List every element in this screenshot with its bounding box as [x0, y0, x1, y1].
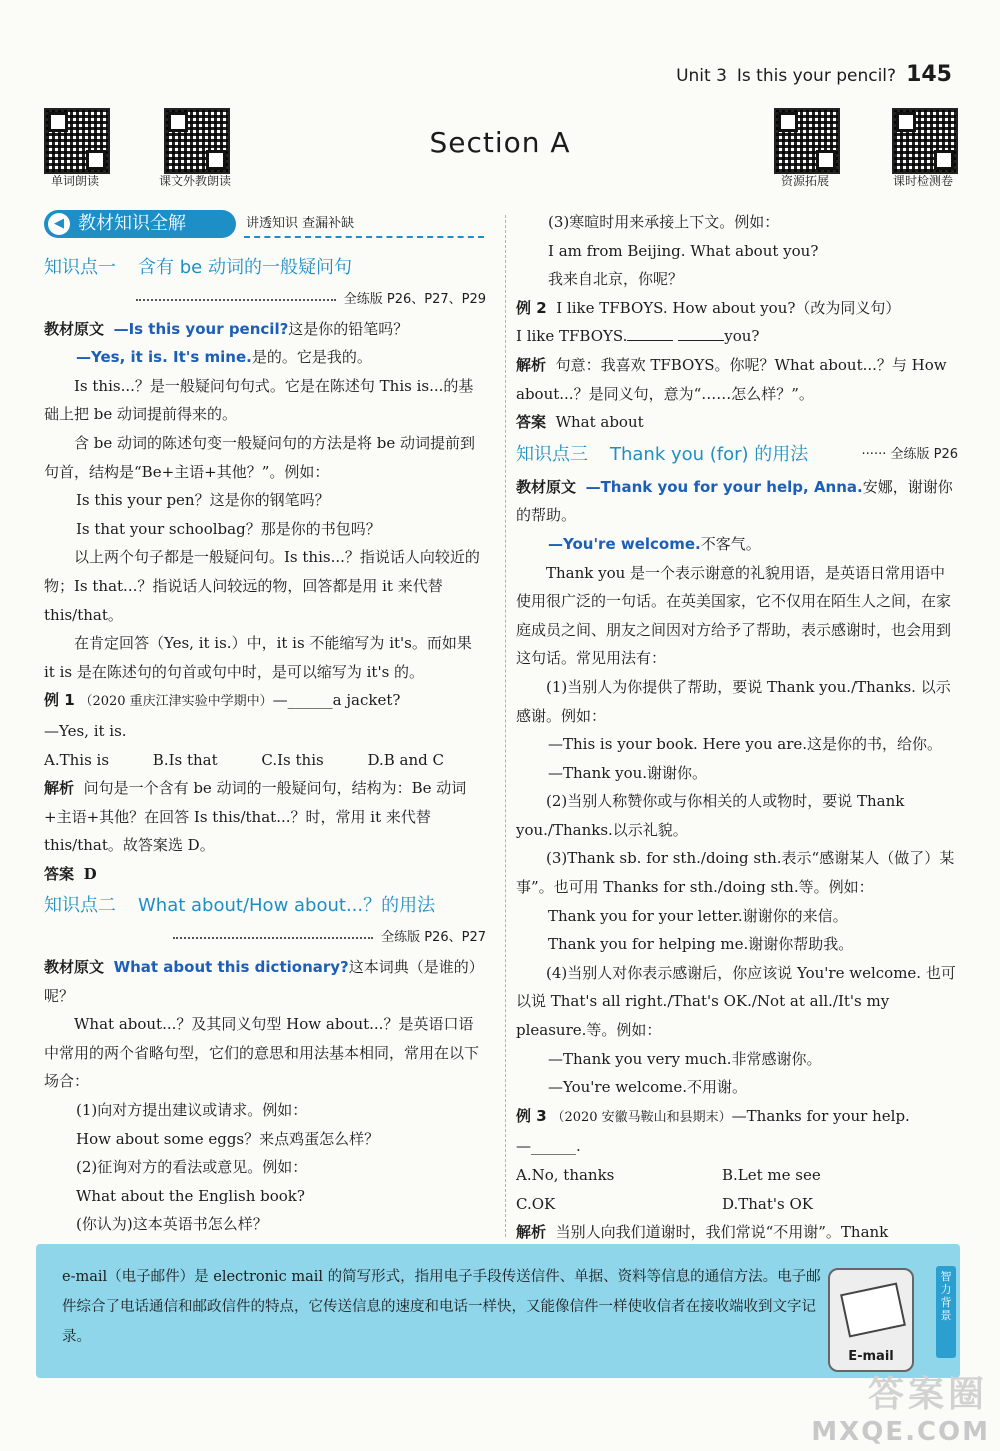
qr-label: 单词朗读 [50, 174, 99, 188]
options-row: A.This is B.Is that C.Is this D.B and C [44, 750, 444, 769]
paragraph: 以上两个句子都是一般疑问句。Is this...？指说话人向较近的物；Is that...？指说话人问较远的物，回答都是用 it 来代替 this/that。 [44, 548, 480, 624]
example-label: 例 2 [516, 298, 547, 317]
knowledge-point-heading [44, 250, 486, 286]
qr-label: 资源拓展 [780, 174, 829, 188]
column-divider [505, 215, 506, 1237]
paragraph: Is this...？是一般疑问句句式。它是在陈述句 This is...的基础上把 be 动词提前得来的。 [44, 376, 474, 424]
left-column: 知识点一 含有 be 动词的一般疑问句 全练版 P26、P27、P29 教材原文 —Is this your pencil?这是你的铅笔吗？ —Yes, it is. It's mine.是的。它是我的。 Is this...？是一般疑问句句式。它是在陈述句 This is...的基础上把 be 动词提前得来的。 含 be 动词的陈述句变一般疑问句的方法是将 be 动词提前到句首，结构是“Be+主语+其他？”。例如： Is this your pen？这是你的钢笔吗？ Is that your schoolbag？那是你的书包吗？ 以上两个句子都是一般疑问句。Is this...？指说话人向较近的物；Is that...？指说话人问较远的物，回答都是用 it 来代替 this/that。 在肯定回答（Yes, it is.）中，it is 不能缩写为 it's。而如果 it is 是在陈述句的句首或句中时，是可以缩写为 it's 的。 例 1 （2020 重庆江津实验中学期中）—______a jacket? —Yes, it is. A.This is B.Is that C.Is this D.B and C 解析 问句是一个含有 be 动词的一般疑问句，结构为：Be 动词+主语+其他？在回答 Is this/that...？时，常用 it 来代替 this/that。故答案选 D。 答案 D 知识点二 What about/How about...？的用法 全练版 P26、P27 教材原文 What about this dictionary?这本词典（是谁的）呢？ What about...？及其同义句型 How about...？是英语口语中常用的两个省略句型，它们的意思和用法基本相同，常用在以下场合： (1)向对方提出建议或请求。例如： How about some eggs？来点鸡蛋怎么样？ (2)征询对方的看法或意见。例如： What about the English book? (你认为)这本英语书怎么样？ [44, 250, 486, 1239]
paragraph: Thank you 是一个表示谢意的礼貌用语，是英语日常用语中使用很广泛的一句话。在英美国家，它不仅用在陌生人之间，在家庭成员之间、朋友之间因对方给予了帮助，表示感谢时，也会用到这句话。常见用法有： [516, 563, 952, 668]
qr-label: 课文外教朗读 [158, 174, 231, 188]
right-column: (3)寒暄时用来承接上下文。例如： I am from Beijing. What about you? 我来自北京，你呢？ 例 2 I like TFBOYS. How about you?（改为同义句） I like TFBOYS. you? 解析 句意：我喜欢 TFBOYS。你呢？What about...？与 How about...？是同义句，意为“……怎么样？”。 答案 What about 知识点三 Thank you (for) 的用法 ······ 全练版 P26 教材原文 —Thank you for your help, Anna.安娜，谢谢你的帮助。 —You're welcome.不客气。 Thank you 是一个表示谢意的礼貌用语，是英语日常用语中使用很广泛的一句话。在英美国家，它不仅用在陌生人之间，在家庭成员之间、朋友之间因对方给予了帮助，表示感谢时，也会用到这句话。常见用法有： (1)当别人为你提供了帮助，要说 Thank you./Thanks. 以示感谢。例如： —This is your book. Here you are.这是你的书，给你。 —Thank you.谢谢你。 (2)当别人称赞你或与你相关的人或物时，要说 Thank you./Thanks.以示礼貌。 (3)Thank sb. for sth./doing sth.表示“感谢某人（做了）某事”。也可用 Thanks for sth./doing sth.等。例如： Thank you for your letter.谢谢你的来信。 Thank you for helping me.谢谢你帮助我。 (4)当别人对你表示感谢后，你应该说 You're welcome. 也可以说 That's all right./That's OK./Not at all./It's my pleasure.等。例如： —Thank you very much.非常感谢你。 —You're welcome.不用谢。 例 3 （2020 安徽马鞍山和县期末）—Thanks for your help. —______. A.No, thanks B.Let me see C.OK D.That's OK 解析 当别人向我们道谢时，我们常说“不用谢”。Thank [516, 213, 958, 1242]
banner-subtitle: 讲透知识 查漏补缺 [246, 216, 355, 231]
background-info-box [36, 1244, 960, 1378]
answer-blank[interactable] [678, 326, 724, 341]
knowledge-point-heading: 知识点三 Thank you (for) 的用法 ······ 全练版 P26 [516, 443, 958, 465]
paragraph: What about...？及其同义句型 How about...？是英语口语中常用的两个省略句型，它们的意思和用法基本相同，常用在以下场合： [44, 1015, 480, 1091]
kp-tag: 知识点一 [44, 257, 116, 278]
reference-line: 全练版 P26、P27 [44, 924, 486, 953]
answer-blank[interactable] [627, 326, 673, 341]
side-tag: 智力背景 [936, 1266, 956, 1358]
section-title: Section A [429, 126, 571, 159]
speaker-icon: ◀ [48, 213, 70, 235]
banner-pill [44, 210, 236, 238]
answer-label: 答案 [44, 864, 75, 883]
options-row: A.No, thanks B.Let me see [516, 1166, 821, 1184]
watermark-logo: 答案圈 [867, 1374, 988, 1415]
paragraph: (2)当别人称赞你或与你相关的人或物时，要说 Thank you./Thanks.以示礼貌。 [516, 792, 905, 839]
example-line: —Yes, it is. [44, 721, 127, 740]
label: 教材原文 [44, 319, 105, 338]
kp-title: 含有 be 动词的一般疑问句 [138, 257, 352, 278]
envelope-icon [840, 1282, 906, 1337]
example-label: 例 1 [44, 691, 75, 710]
analysis-label: 解析 [44, 779, 75, 798]
email-icon: E-mail [828, 1268, 914, 1372]
unit-label: Unit 3 [676, 66, 727, 86]
reference-line: 全练版 P26、P27、P29 [44, 286, 486, 315]
options-row: C.OK D.That's OK [516, 1194, 813, 1213]
info-text: e-mail（电子邮件）是 electronic mail 的简写形式，指用电子手段传送信件、单据、资料等信息的通信方法。电子邮件综合了电话通信和邮政信件的特点，它传送信息的速度和电话一样快，又能像信件一样使收信者在接收端收到文字记录。 [62, 1269, 821, 1345]
running-header [676, 62, 952, 87]
knowledge-point-heading: 知识点二 What about/How about...？的用法 [44, 895, 436, 917]
paragraph: (3)Thank sb. for sth./doing sth.表示“感谢某人（做了）某事”。也可用 Thanks for sth./doing sth.等。例如： [516, 849, 955, 897]
banner-title: 教材知识全解 [78, 213, 186, 234]
watermark-url: MXQE.COM [811, 1417, 990, 1447]
page-number: 145 [906, 62, 952, 87]
example-line: Is this your pen？这是你的钢笔吗？ [76, 491, 330, 510]
unit-title: Is this your pencil? [736, 66, 897, 86]
section-banner [44, 210, 484, 240]
divider [244, 236, 484, 238]
example-line: Is that your schoolbag？那是你的书包吗？ [76, 519, 381, 538]
paragraph: (4)当别人对你表示感谢后，你应该说 You're welcome. 也可以说 That's all right./That's OK./Not at all./It's my pleasure.等。例如： [516, 963, 956, 1040]
paragraph: 含 be 动词的陈述句变一般疑问句的方法是将 be 动词提前到句首，结构是“Be+主语+其他？”。例如： [44, 433, 476, 481]
paragraph: 在肯定回答（Yes, it is.）中，it is 不能缩写为 it's。而如果 it is 是在陈述句的句首或句中时，是可以缩写为 it's 的。 [44, 634, 472, 681]
paragraph: (1)当别人为你提供了帮助，要说 Thank you./Thanks. 以示感谢。例如： [516, 677, 951, 725]
qr-label: 课时检测卷 [892, 174, 953, 188]
